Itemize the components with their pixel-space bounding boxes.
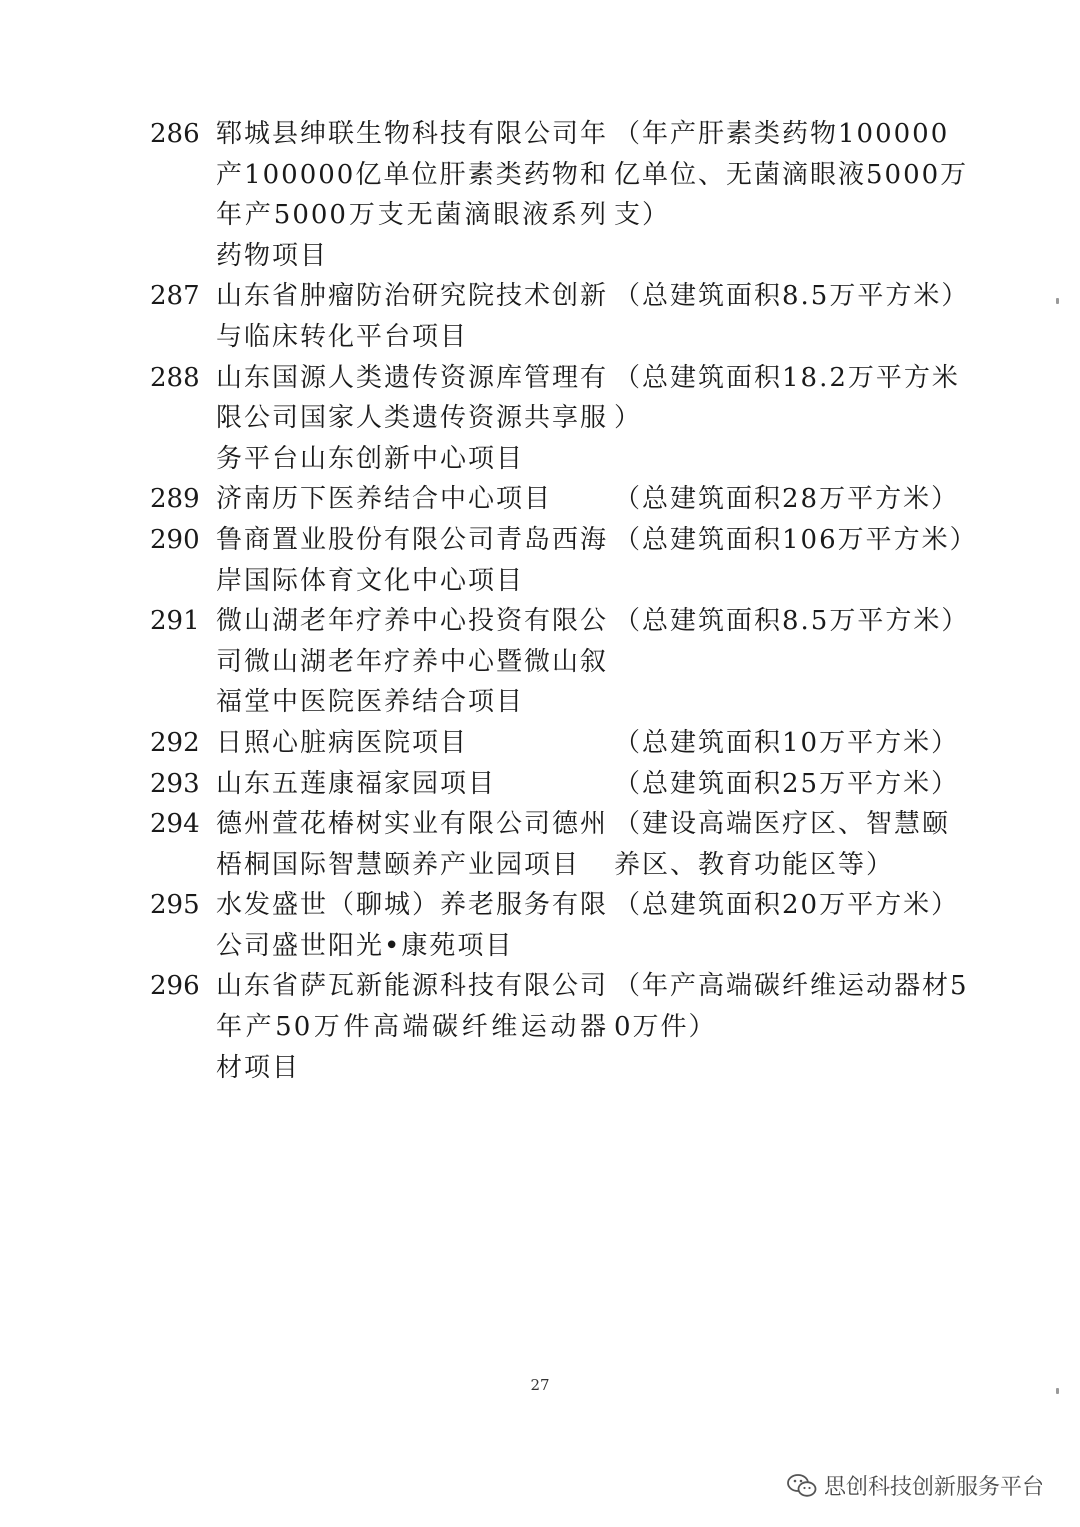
project-number: 296 — [150, 971, 200, 1002]
project-row — [150, 966, 970, 1088]
project-name: 德州萱花椿树实业有限公司德州梧桐国际智慧颐养产业园项目 — [216, 809, 609, 880]
project-description: （总建筑面积18.2万平方米） — [614, 362, 960, 434]
project-number: 294 — [150, 809, 200, 840]
project-number: 291 — [150, 606, 200, 637]
watermark — [786, 1470, 1044, 1501]
project-number: 287 — [150, 281, 200, 312]
project-number: 292 — [150, 727, 200, 758]
project-description: （总建筑面积8.5万平方米） — [614, 606, 970, 637]
project-row — [150, 601, 970, 723]
watermark-text: 思创科技创新服务平台 — [823, 1475, 1044, 1500]
project-number: 293 — [150, 768, 200, 799]
page-number: 27 — [530, 1376, 550, 1394]
project-row — [150, 764, 970, 805]
project-row — [150, 520, 978, 601]
project-row — [150, 804, 970, 885]
project-description: （年产高端碳纤维运动器材50万件） — [614, 971, 969, 1043]
project-row — [150, 276, 970, 357]
scan-speck — [1056, 1388, 1059, 1394]
project-description: （总建筑面积28万平方米） — [614, 484, 960, 515]
project-number: 288 — [150, 362, 200, 393]
project-number: 295 — [150, 890, 200, 921]
project-list — [150, 114, 978, 1088]
project-name: 济南历下医养结合中心项目 — [216, 484, 553, 515]
project-name: 水发盛世（聊城）养老服务有限公司盛世阳光•康苑项目 — [216, 890, 609, 961]
project-name: 鲁商置业股份有限公司青岛西海岸国际体育文化中心项目 — [216, 524, 609, 596]
project-number: 290 — [150, 524, 200, 555]
project-description: （总建筑面积8.5万平方米） — [614, 281, 970, 312]
project-description: （总建筑面积10万平方米） — [614, 727, 960, 758]
project-description: （总建筑面积20万平方米） — [614, 890, 960, 921]
project-row — [150, 358, 970, 480]
project-number: 289 — [150, 484, 200, 515]
project-name: 日照心脏病医院项目 — [216, 727, 469, 758]
project-row — [150, 885, 970, 966]
project-name: 山东国源人类遗传资源库管理有限公司国家人类遗传资源共享服务平台山东创新中心项目 — [216, 362, 609, 474]
project-number: 286 — [150, 119, 200, 149]
project-description: （总建筑面积25万平方米） — [614, 768, 960, 799]
project-name: 山东五莲康福家园项目 — [216, 768, 497, 799]
project-name: 微山湖老年疗养中心投资有限公司微山湖老年疗养中心暨微山叙福堂中医院医养结合项目 — [216, 606, 609, 718]
project-description: （年产肝素类药物100000亿单位、无菌滴眼液5000万支） — [614, 119, 969, 231]
project-row — [150, 723, 970, 764]
project-name: 山东省肿瘤防治研究院技术创新与临床转化平台项目 — [216, 281, 609, 352]
project-description: （总建筑面积106万平方米） — [614, 524, 978, 555]
wechat-icon — [786, 1472, 818, 1500]
project-row — [150, 479, 970, 520]
project-name: 郓城县绅联生物科技有限公司年产100000亿单位肝素类药物和年产5000万支无菌滴眼液系列药物项目 — [216, 119, 609, 271]
project-description: （建设高端医疗区、智慧颐养区、教育功能区等） — [614, 809, 951, 880]
scan-speck — [1056, 298, 1059, 304]
project-name: 山东省萨瓦新能源科技有限公司年产50万件高端碳纤维运动器材项目 — [216, 971, 609, 1083]
project-row — [150, 114, 970, 276]
